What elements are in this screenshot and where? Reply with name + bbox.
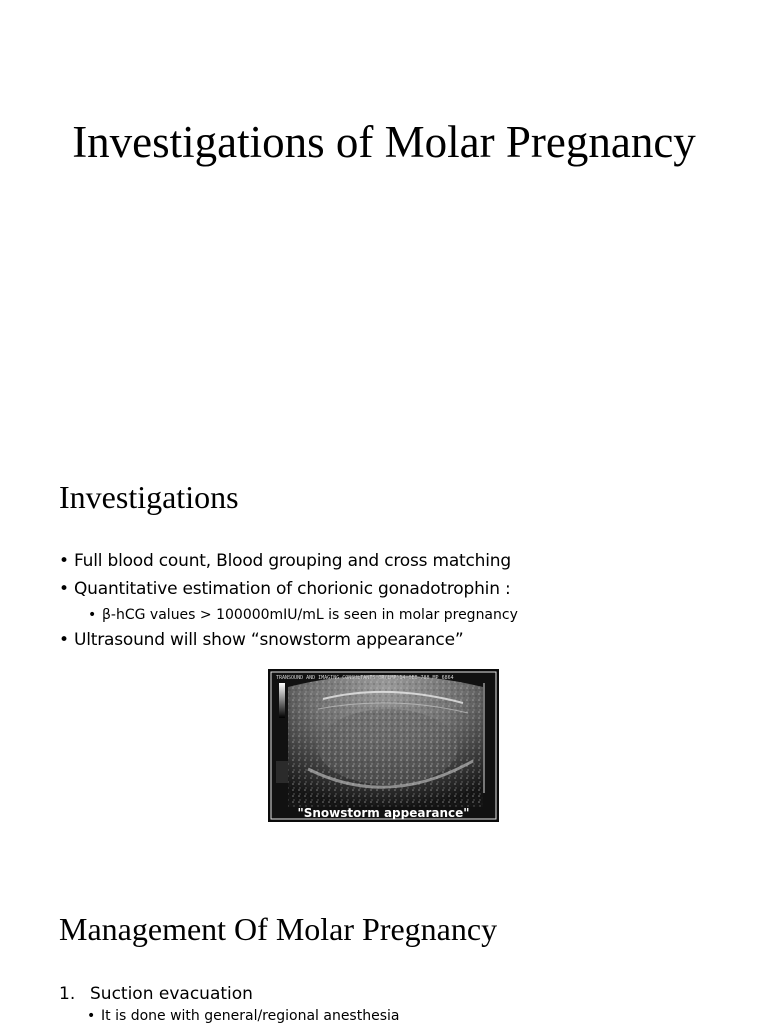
slide-heading: Management Of Molar Pregnancy (59, 911, 498, 947)
bullet-item: • Full blood count, Blood grouping and cross matching (59, 549, 739, 573)
numbered-sub-list (59, 1006, 739, 1026)
bullet-item: • Ultrasound will show “snowstorm appearance” (59, 628, 739, 652)
numbered-item-label: Suction evacuation (90, 984, 253, 1004)
bullet-item: • Quantitative estimation of chorionic gonadotrophin : (59, 577, 739, 601)
management-slide (0, 890, 768, 1024)
ultrasound-header-text: TRANSOUND AND IMAGING CONSULTANTS OR(LMP)14-0EB-788 MP 6864 (276, 675, 454, 681)
page-title: Investigations of Molar Pregnancy (72, 117, 696, 167)
sub-bullet-group (59, 605, 739, 625)
numbered-item (59, 982, 739, 1006)
numbered-list (59, 982, 739, 1026)
ultrasound-scan-graphic (268, 669, 499, 822)
ultrasound-caption: "Snowstorm appearance" (297, 806, 470, 820)
numbered-sub-group (59, 1006, 739, 1026)
title-slide (0, 0, 768, 440)
ultrasound-image (268, 669, 499, 822)
numbered-sub-item: • It is done with general/regional anesthesia (87, 1006, 739, 1026)
bullet-list (59, 549, 739, 656)
sub-bullet-list (59, 605, 739, 625)
list-number: 1. (59, 984, 76, 1004)
investigations-slide (0, 440, 768, 890)
sub-bullet-item: • β-hCG values > 100000mIU/mL is seen in molar pregnancy (88, 605, 739, 625)
slide-heading: Investigations (59, 479, 239, 515)
